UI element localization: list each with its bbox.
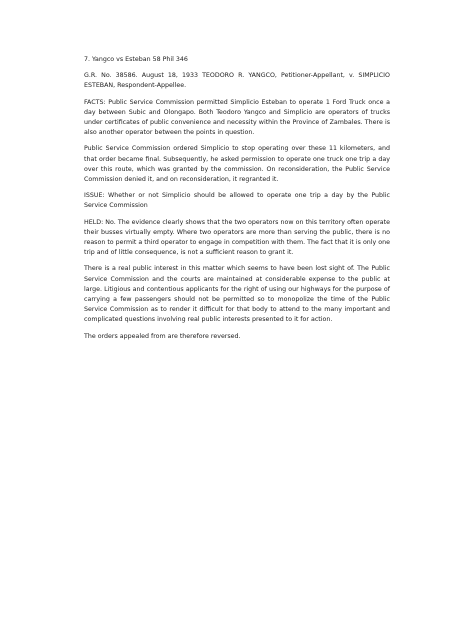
held-paragraph: HELD: No. The evidence clearly shows that the two operators now on this territory often operate their busses virtually empty. Where two operators are more than serving the public, there is no reason to permit a third operator to engage in competition with them. The fact that it is only one trip and of little consequence, is not a sufficient reason to grant it. xyxy=(84,218,390,257)
facts-paragraph: FACTS: Public Service Commission permitted Simplicio Esteban to operate 1 Ford Truck once a day between Subic and Olongapo. Both Teodoro Yangco and Simplicio are operators of trucks under certificates of public convenience and necessity within the Province of Zambales. There is also another operator between the points in question. xyxy=(84,98,390,137)
document-body xyxy=(84,55,390,348)
case-citation: G.R. No. 38586. August 18, 1933 TEODORO R. YANGCO, Petitioner-Appellant, v. SIMPLICIO ESTEBAN, Respondent-Appellee. xyxy=(84,72,390,90)
facts-continued-paragraph: Public Service Commission ordered Simplicio to stop operating over these 11 kilometers, and that order became final. Subsequently, he asked permission to operate one truck one trip a day over this route, which was granted by the commission. On reconsideration, the Public Service Commission denied it, and on reconsideration, it regranted it. xyxy=(84,145,390,184)
public-interest-paragraph: There is a real public interest in this matter which seems to have been lost sight of. The Public Service Commission and the courts are maintained at considerable expense to the public at large. Litigious and contentious applicants for the right of using our highways for the purpose of carrying a few passengers should not be permitted so to monopolize the time of the Public Service Commission as to render it difficult for that body to attend to the many important and complicated questions involving real public interests presented to it for action. xyxy=(84,265,390,324)
issue-paragraph: ISSUE: Whether or not Simplicio should be allowed to operate one trip a day by the Public Service Commission xyxy=(84,192,390,210)
conclusion-paragraph: The orders appealed from are therefore reversed. xyxy=(84,332,241,340)
case-title: 7. Yangco vs Esteban 58 Phil 346 xyxy=(84,56,188,63)
